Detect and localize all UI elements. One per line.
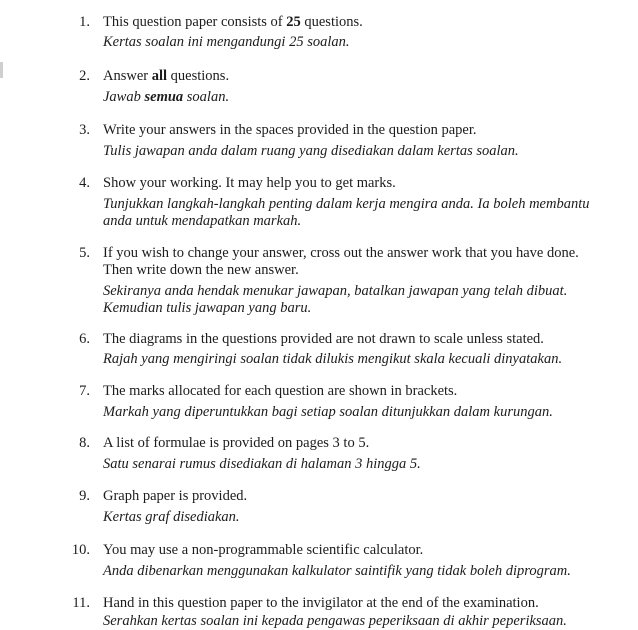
- instruction-english: If you wish to change your answer, cross out the answer work that you have done. Then write down the new answer.: [103, 245, 579, 278]
- instruction-english: You may use a non-programmable scientific calculator.: [103, 542, 424, 558]
- instruction-malay: Tunjukkan langkah-langkah penting dalam kerja mengira anda. Ia boleh membantu anda untuk mendapatkan markah.: [103, 196, 590, 229]
- instruction-english: Answer all questions.: [103, 68, 230, 84]
- instruction-malay: Anda dibenarkan menggunakan kalkulator saintifik yang tidak boleh diprogram.: [103, 563, 571, 579]
- instruction-malay: Rajah yang mengiringi soalan tidak dilukis mengikut skala kecuali dinyatakan.: [103, 351, 563, 367]
- instruction-english: Show your working. It may help you to get marks.: [103, 175, 396, 191]
- instruction-english: The diagrams in the questions provided are not drawn to scale unless stated.: [103, 331, 544, 347]
- instruction-english: This question paper consists of 25 questions.: [103, 14, 363, 30]
- instruction-number: 9.: [79, 488, 90, 504]
- instruction-number: 5.: [79, 245, 90, 261]
- instruction-english: A list of formulae is provided on pages 3 to 5.: [103, 435, 370, 451]
- instruction-english: Graph paper is provided.: [103, 488, 248, 504]
- instruction-number: 1.: [79, 14, 90, 30]
- instruction-number: 3.: [79, 122, 90, 138]
- instruction-malay: Markah yang diperuntukkan bagi setiap soalan ditunjukkan dalam kurungan.: [103, 404, 553, 420]
- instruction-malay: Sekiranya anda hendak menukar jawapan, batalkan jawapan yang telah dibuat. Kemudian tulis jawapan yang baru.: [103, 283, 568, 316]
- instruction-number: 10.: [71, 542, 90, 558]
- instruction-english: The marks allocated for each question are shown in brackets.: [103, 383, 458, 399]
- instruction-malay: Serahkan kertas soalan ini kepada pengawas peperiksaan di akhir peperiksaan.: [103, 613, 567, 629]
- instruction-malay: Tulis jawapan anda dalam ruang yang disediakan dalam kertas soalan.: [103, 143, 519, 159]
- instruction-number: 7.: [79, 383, 90, 399]
- instruction-number: 6.: [79, 331, 90, 347]
- instruction-malay: Satu senarai rumus disediakan di halaman 3 hingga 5.: [103, 456, 421, 472]
- instruction-malay: Kertas graf disediakan.: [103, 509, 240, 525]
- instruction-number: 2.: [79, 68, 90, 84]
- instruction-malay: Jawab semua soalan.: [103, 89, 230, 105]
- instruction-number: 4.: [79, 175, 90, 191]
- instruction-number: 11.: [72, 595, 90, 611]
- instruction-malay: Kertas soalan ini mengandungi 25 soalan.: [103, 34, 350, 50]
- page-edge-mark: [0, 62, 3, 78]
- instruction-english: Hand in this question paper to the invigilator at the end of the examination.: [103, 595, 539, 611]
- instruction-english: Write your answers in the spaces provided in the question paper.: [103, 122, 477, 138]
- instruction-number: 8.: [79, 435, 90, 451]
